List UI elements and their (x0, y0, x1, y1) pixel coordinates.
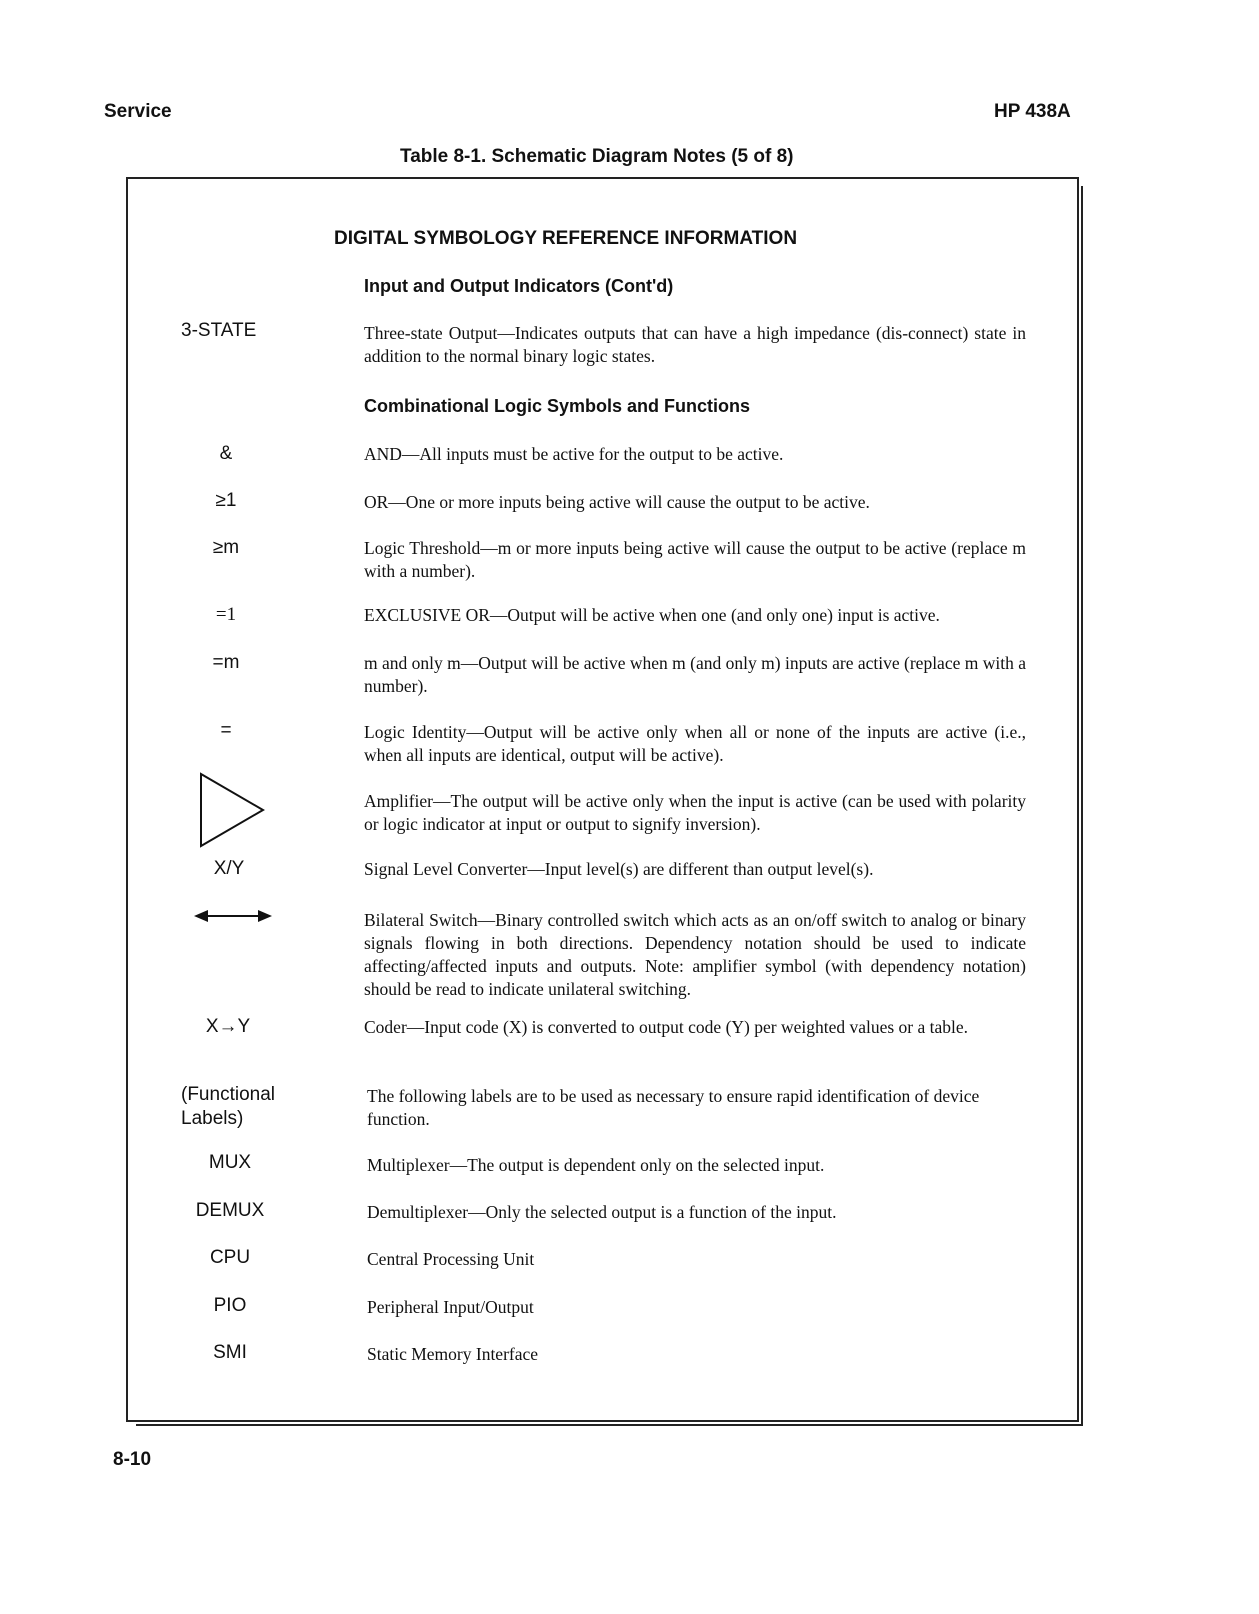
subheading-io-indicators: Input and Output Indicators (Cont'd) (364, 276, 674, 296)
desc-functional-labels: The following labels are to be used as necessary to ensure rapid identification of device function. (367, 1086, 980, 1129)
desc-3-state: Three-state Output—Indicates outputs that can have a high impedance (dis-connect) state in addition to the normal binary logic states. (364, 323, 1026, 366)
symbol-3-state: 3-STATE (181, 320, 257, 341)
desc-exclusive-or: EXCLUSIVE OR—Output will be active when one (and only one) input is active. (364, 605, 940, 625)
symbol-mux: MUX (208, 1152, 252, 1173)
desc-or: OR—One or more inputs being active will cause the output to be active. (364, 492, 870, 512)
page-number: 8-10 (113, 1449, 152, 1470)
desc-level-converter: Signal Level Converter—Input level(s) are different than output level(s). (364, 859, 874, 879)
symbol-m-and-only-m: =m (212, 652, 240, 673)
desc-m-and-only-m: m and only m—Output will be active when m (and only m) inputs are active (replace m with a number). (364, 653, 1026, 696)
symbol-or: ≥1 (215, 490, 237, 511)
symbol-demux: DEMUX (195, 1200, 265, 1221)
table-title: Table 8-1. Schematic Diagram Notes (5 of 8) (400, 146, 794, 167)
desc-threshold: Logic Threshold—m or more inputs being active will cause the output to be active (replace m with a number). (364, 538, 1026, 581)
desc-amplifier: Amplifier—The output will be active only when the input is active (can be used with polarity or logic indicator at input or output to signify inversion). (364, 791, 1026, 834)
desc-pio: Peripheral Input/Output (367, 1297, 534, 1317)
bidirectional-arrow-icon (194, 908, 272, 924)
model-label: HP 438A (994, 101, 1071, 122)
section-label: Service (104, 101, 172, 122)
desc-demux: Demultiplexer—Only the selected output is a function of the input. (367, 1202, 837, 1222)
desc-and: AND—All inputs must be active for the output to be active. (364, 444, 784, 464)
desc-mux: Multiplexer—The output is dependent only on the selected input. (367, 1155, 825, 1175)
symbol-logic-identity: = (220, 720, 232, 741)
symbol-exclusive-or: =1 (215, 604, 237, 625)
desc-bilateral-switch: Bilateral Switch—Binary controlled switch which acts as an on/off switch to analog or binary signals flowing in both directions. Dependency notation should be used to indicate affecting/affected inputs and outputs. Note: amplifier symbol (with dependency notation) should be read to indicate unilateral switching. (364, 910, 1026, 999)
symbol-and: & (219, 443, 233, 464)
desc-smi: Static Memory Interface (367, 1344, 539, 1364)
amplifier-triangle-icon (199, 772, 265, 848)
subheading-combinational: Combinational Logic Symbols and Functions (364, 396, 751, 416)
symbol-cpu: CPU (209, 1247, 251, 1268)
desc-logic-identity: Logic Identity—Output will be active only when all or none of the inputs are active (i.e., when all inputs are identical, output will be active). (364, 722, 1026, 765)
symbol-level-converter: X/Y (213, 858, 245, 879)
symbol-threshold: ≥m (212, 537, 240, 558)
desc-coder: Coder—Input code (X) is converted to output code (Y) per weighted values or a table. (364, 1017, 969, 1037)
symbol-coder: X→Y (205, 1016, 251, 1037)
main-heading: DIGITAL SYMBOLOGY REFERENCE INFORMATION (334, 228, 798, 249)
desc-cpu: Central Processing Unit (367, 1249, 535, 1269)
symbol-smi: SMI (213, 1342, 247, 1363)
symbol-pio: PIO (213, 1295, 247, 1316)
symbol-functional-labels: (Functional Labels) (181, 1084, 275, 1129)
